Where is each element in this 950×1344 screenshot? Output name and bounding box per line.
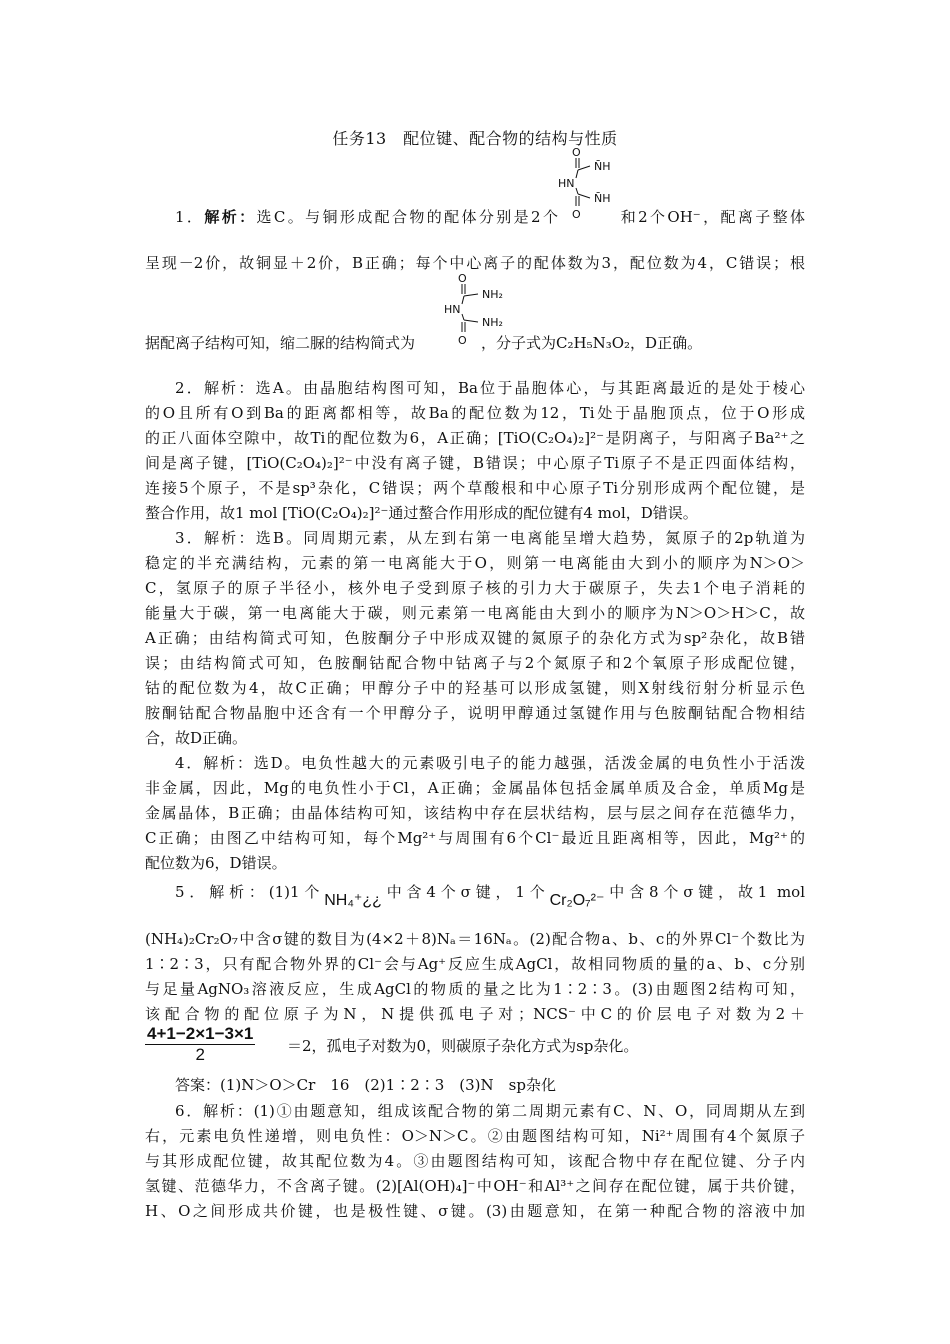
- item-3-line-3: C，氢原子的原子半径小，核外电子受到原子核的引力大于碳原子，失去1个电子消耗的: [145, 579, 805, 597]
- fraction-denominator: 2: [195, 1045, 205, 1064]
- item-4-line-2: 非金属，因此，Mg的电负性小于Cl，A正确；金属晶体包括金属单质及合金，单质Mg是: [145, 779, 805, 797]
- mol2-hn: HN: [444, 303, 461, 316]
- mol2-nh2-top: NH₂: [482, 288, 503, 301]
- item-5-line-2: (NH₄)₂Cr₂O₇中含σ键的数目为(4×2＋8)Nₐ＝16Nₐ。(2)配合物a、b、c的外界Cl⁻个数比为: [145, 930, 805, 948]
- mol2-nh2-bottom: NH₂: [482, 316, 503, 329]
- item-3-line-4: 能量大于碳，第一电离能大于碳，则元素第一电离能由大到小的顺序为N＞O＞H＞C，故: [145, 604, 805, 622]
- page-title: 任务13 配位键、配合物的结构与性质: [332, 129, 618, 148]
- item-6-line-4: 氢键、范德华力，不含离子键。(2)[Al(OH)₄]⁻中OH⁻和Al³⁺之间存在配位键，属于共价键，: [145, 1177, 805, 1195]
- item-5-line-3: 1∶2∶3，只有配合物外界的Cl⁻会与Ag⁺反应生成AgCl，故相同物质的量的a、b、c分别: [145, 955, 805, 973]
- item-1-line-2: 呈现－2价，故铜显＋2价，B正确；每个中心离子的配体数为3，配位数为4，C错误；根: [145, 254, 805, 272]
- ammonium-formula: NH₄⁺¿¿: [324, 892, 382, 909]
- item-5-line-1: 5．解析：(1)1个NH₄⁺¿¿中含4个σ键，1个Cr₂O₇²⁻中含8个σ键，故1 mol: [175, 883, 805, 909]
- item-6-line-3: 与其形成配位键，故其配位数为4。③由题图结构可知，该配合物中存在配位键、分子内: [145, 1152, 805, 1170]
- item-4-line-3: 金属晶体，B正确；由晶体结构可知，该结构中存在层状结构，层与层之间存在范德华力，: [145, 804, 805, 822]
- fraction: [145, 1024, 255, 1065]
- mol1-nh-bottom: N̄H: [594, 192, 611, 205]
- item-4-line-5: 配位数为6，D错误。: [145, 854, 287, 872]
- item-3-line-9: 合，故D正确。: [145, 729, 248, 747]
- item-3-line-2: 稳定的半充满结构，元素的第一电离能大于O，则第一电离能由大到小的顺序为N＞O＞: [145, 554, 805, 572]
- item-4-line-4: C正确；由图乙中结构可知，每个Mg²⁺与周围有6个Cl⁻最近且距离相等，因此，Mg²⁺的: [145, 829, 805, 847]
- mol1-o-bottom: O: [572, 208, 581, 221]
- mol2-o-top: O: [458, 272, 467, 285]
- item-2-line-4: 间是离子键，[TiO(C₂O₄)₂]²⁻中没有离子键，B错误；中心原子Ti原子不是正四面体结构，: [145, 454, 805, 472]
- item-1-line-1: 1．解析：选C。与铜形成配合物的配体分别是2个 和2个OH⁻，配离子整体: [175, 208, 805, 226]
- dichromate-formula: Cr₂O₇²⁻: [549, 892, 605, 909]
- item-5-line-4: 与足量AgNO₃溶液反应，生成AgCl的物质的量之比为1∶2∶3。(3)由题图2结构可知，: [145, 980, 805, 998]
- item-3-line-7: 钴的配位数为4，故C正确；甲醇分子中的羟基可以形成氢键，则X射线衍射分析显示色: [145, 679, 805, 697]
- item-2-line-5: 连接5个原子，不是sp³杂化，C错误；两个草酸根和中心原子Ti分别形成两个配位键，是: [145, 479, 805, 497]
- item-5-line-6: ＝2，孤电子对数为0，则碳原子杂化方式为sp杂化。: [287, 1037, 639, 1055]
- item-3-line-6: 误；由结构简式可知，色胺酮钴配合物中钴离子与2个氮原子和2个氧原子形成配位键，: [145, 654, 805, 672]
- item-4-line-1: 4．解析：选D。电负性越大的元素吸引电子的能力越强，活泼金属的电负性小于活泼: [175, 754, 805, 772]
- item-2-line-3: 的正八面体空隙中，故Ti的配位数为6，A正确；[TiO(C₂O₄)₂]²⁻是阴离子，与阳离子Ba²⁺之: [145, 429, 805, 447]
- item-3-line-5: A正确；由结构简式可知，色胺酮分子中形成双键的氮原子的杂化方式为sp²杂化，故B错: [145, 629, 805, 647]
- item-3-line-8: 胺酮钴配合物晶胞中还含有一个甲醇分子，说明甲醇通过氢键作用与色胺酮钴配合物相结: [145, 704, 805, 722]
- item-5-line-5: 该配合物的配位原子为N，N提供孤电子对；NCS⁻中C的价层电子对数为2＋: [145, 1005, 805, 1023]
- item-3-line-1: 3．解析：选B。同周期元素，从左到右第一电离能呈增大趋势，氮原子的2p轨道为: [175, 529, 805, 547]
- item-1-line-3: 据配离子结构可知，缩二脲的结构简式为 ，分子式为C₂H₅N₃O₂，D正确。: [145, 334, 703, 352]
- mol2-o-bottom: O: [458, 334, 467, 347]
- item-2-line-2: 的O且所有O到Ba的距离都相等，故Ba的配位数为12，Ti处于晶胞顶点，位于O形成: [145, 404, 805, 422]
- answer-line: 答案：(1)N＞O＞Cr 16 (2)1∶2∶3 (3)N sp杂化: [175, 1076, 556, 1094]
- item-6-line-5: H、O之间形成共价键，也是极性键、σ键。(3)由题意知，在第一种配合物的溶液中加: [145, 1202, 805, 1220]
- mol1-hn: HN: [558, 177, 575, 190]
- item-2-line-6: 螯合作用，故1 mol [TiO(C₂O₄)₂]²⁻通过螯合作用形成的配位键有4 mol，D错误。: [145, 504, 698, 522]
- mol1-nh-top: N̄H: [594, 160, 611, 173]
- fraction-numerator: 4+1−2×1−3×1: [147, 1024, 254, 1043]
- item-6-line-2: 右，元素电负性递增，则电负性：O＞N＞C。②由题图结构可知，Ni²⁺周围有4个氮原子: [145, 1127, 805, 1145]
- item-2-line-1: 2．解析：选A。由晶胞结构图可知，Ba位于晶胞体心，与其距离最近的是处于棱心: [175, 379, 805, 397]
- item-6-line-1: 6．解析：(1)①由题意知，组成该配合物的第二周期元素有C、N、O，同周期从左到: [175, 1102, 805, 1120]
- mol1-o-top: O: [572, 146, 581, 159]
